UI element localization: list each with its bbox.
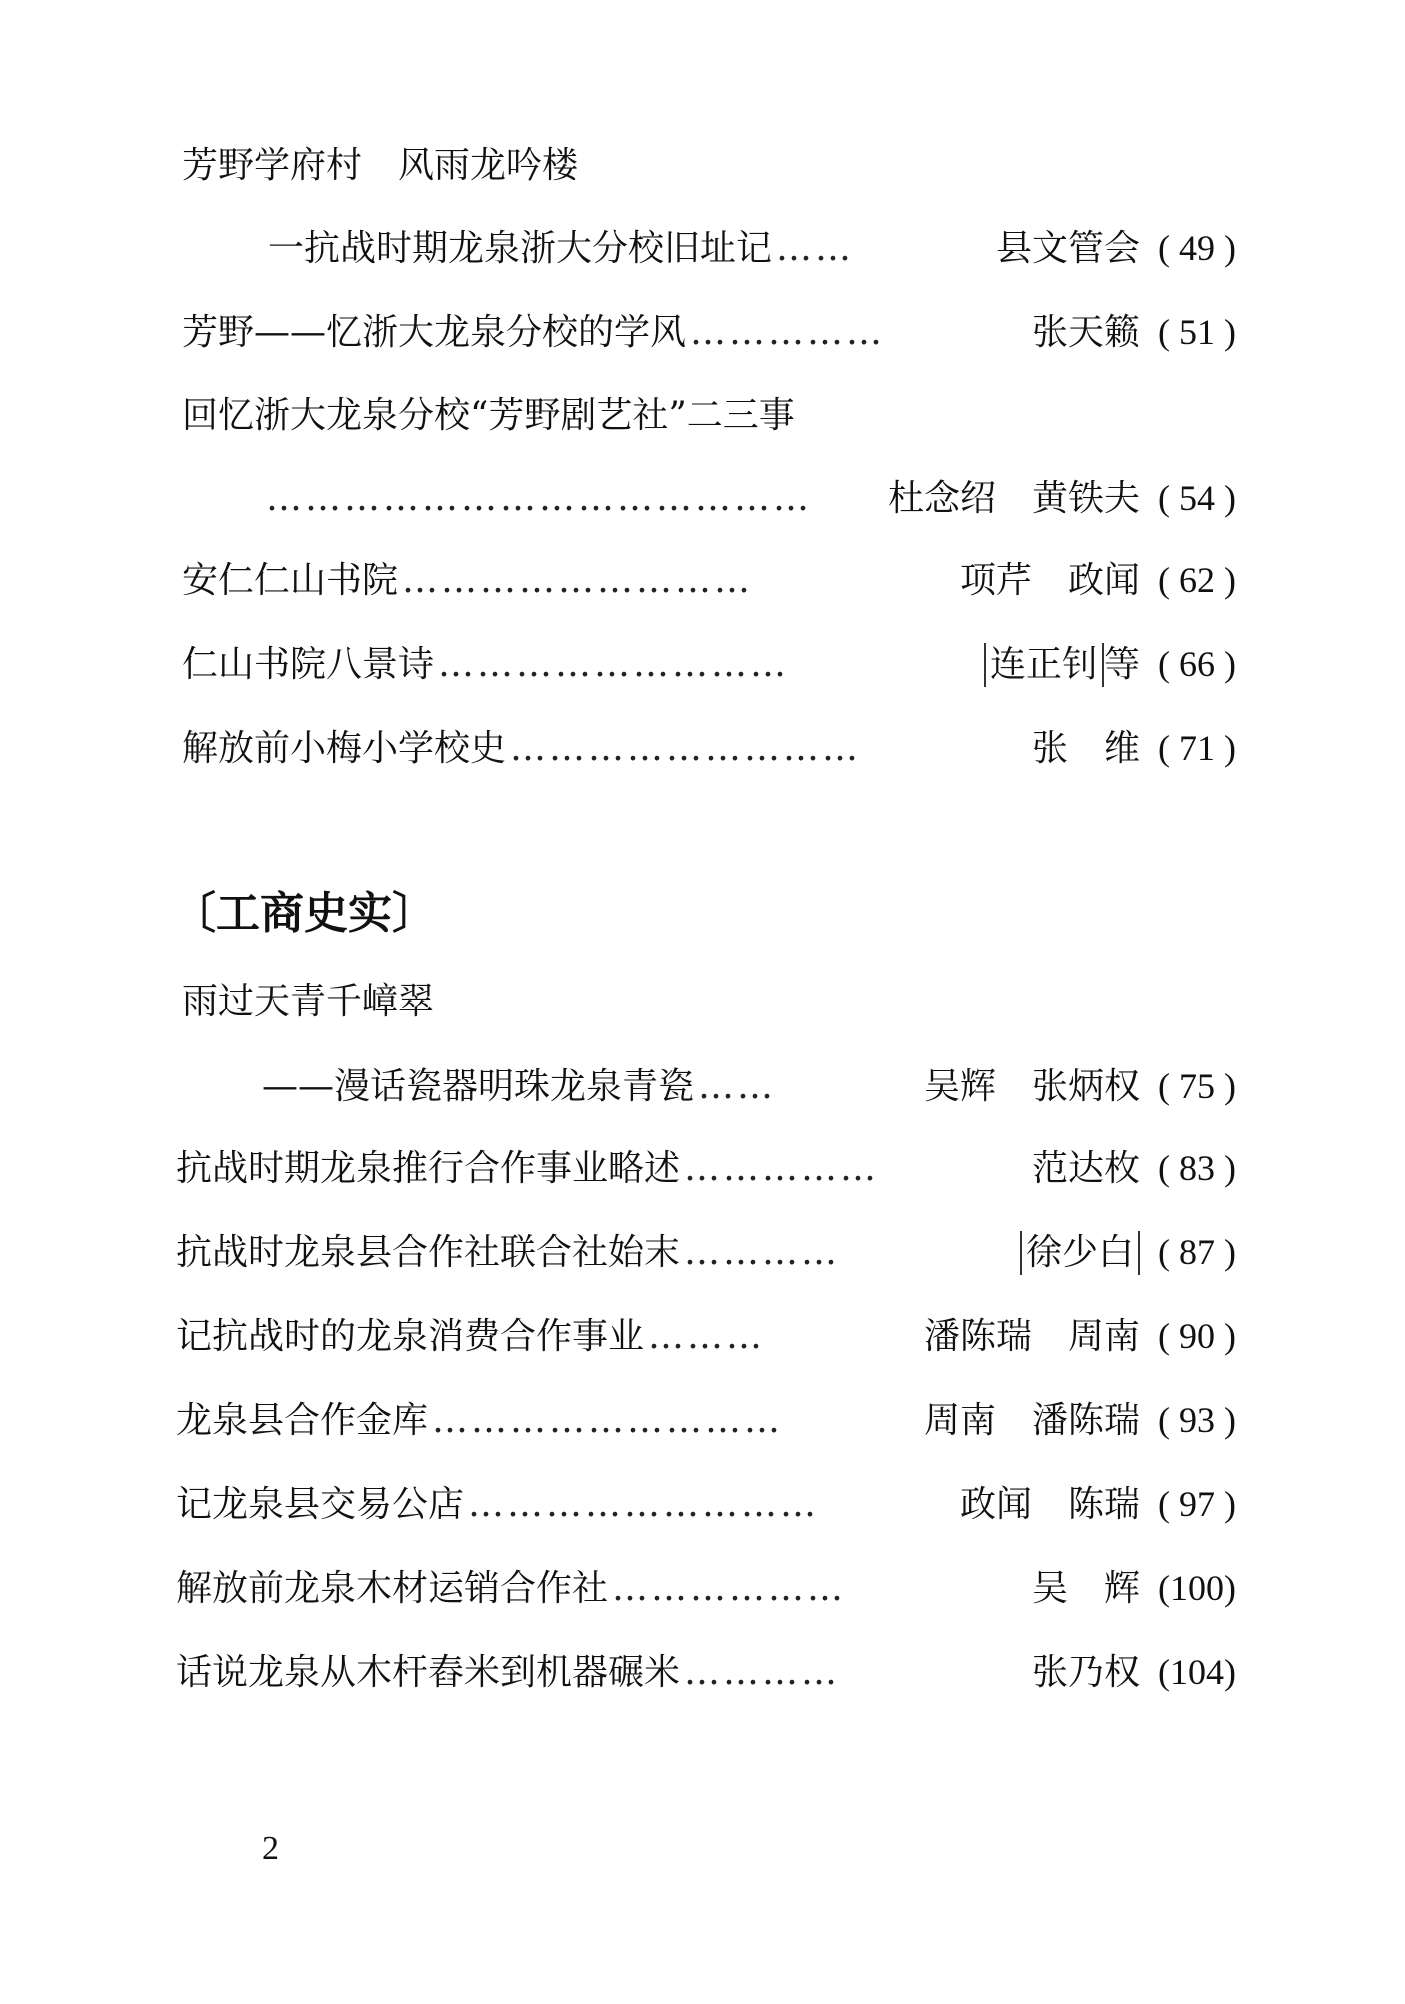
leader-dots: ……………………… (432, 1400, 784, 1441)
toc-entry-page: ( 51 ) (1158, 312, 1236, 352)
toc-entry-title: 记抗战时的龙泉消费合作事业 (176, 1316, 645, 1357)
toc-entry (182, 642, 1236, 687)
toc-entry-page: ( 87 ) (1158, 1232, 1236, 1272)
toc-entry (182, 310, 1236, 355)
toc-entry-page: ( 83 ) (1158, 1148, 1236, 1188)
toc-entry-title: 仁山书院八景诗 (182, 644, 435, 685)
toc-entry-author: 县文管会 (996, 228, 1141, 269)
leader-dots: ……………………… (402, 560, 754, 601)
leader-dots: ……………………… (468, 1484, 820, 1525)
toc-entry (176, 1314, 1236, 1359)
leader-dots: ………… (684, 1232, 841, 1273)
leader-dots: ……………… (612, 1568, 847, 1609)
toc-entry (182, 726, 1236, 771)
toc-entry-page: ( 75 ) (1158, 1066, 1236, 1106)
toc-entry-author: 张 维 (1032, 728, 1141, 769)
leader-dots: ……………………… (510, 728, 862, 769)
leader-dots: ……… (648, 1316, 766, 1357)
toc-entry-author-suffix: 等 (1104, 644, 1141, 685)
toc-entry-page: ( 90 ) (1158, 1316, 1236, 1356)
toc-entry (176, 1398, 1236, 1443)
page-number: 2 (262, 1830, 279, 1867)
toc-entry-title: 一抗战时期龙泉浙大分校旧址记 (268, 228, 773, 269)
toc-entry-author-boxed: 徐少白 (1020, 1231, 1140, 1275)
leader-dots: …………… (690, 312, 886, 353)
toc-entry-page: ( 62 ) (1158, 560, 1236, 600)
toc-entry-author: 张乃权 (1032, 1652, 1141, 1693)
leader-dots: ………… (684, 1652, 841, 1693)
toc-entry-author: 杜念绍 黄铁夫 (888, 478, 1141, 519)
toc-entry (176, 1650, 1236, 1695)
leader-dots: …………… (684, 1148, 880, 1189)
toc-entry-author: 潘陈瑞 周南 (924, 1316, 1141, 1357)
toc-entry-author: 吴辉 张炳权 (924, 1066, 1141, 1107)
toc-entry (176, 1146, 1236, 1191)
leader-dots: ……………………… (438, 644, 790, 685)
toc-entry-page: (104) (1158, 1652, 1236, 1692)
toc-entry (182, 558, 1236, 603)
toc-entry-title: 解放前小梅小学校史 (182, 728, 507, 769)
toc-entry (176, 1230, 1236, 1275)
toc-entry-title: 抗战时龙泉县合作社联合社始末 (176, 1232, 681, 1273)
toc-entry-author: 吴 辉 (1032, 1568, 1141, 1609)
toc-entry-author: 项芹 政闻 (960, 560, 1141, 601)
leader-dots: …… (698, 1066, 777, 1107)
toc-entry-page: ( 71 ) (1158, 728, 1236, 768)
toc-entry-title: 芳野——忆浙大龙泉分校的学风 (182, 312, 687, 353)
toc-entry-author: 张天籁 (1032, 312, 1141, 353)
toc-entry (262, 1064, 1236, 1109)
toc-entry (176, 1566, 1236, 1611)
toc-entry (176, 1482, 1236, 1527)
toc-entry (262, 476, 1236, 521)
toc-entry-author-boxed: 连正钊 (984, 643, 1104, 687)
leader-dots: …… (776, 228, 855, 269)
toc-entry (268, 226, 1236, 271)
toc-entry-page: ( 93 ) (1158, 1400, 1236, 1440)
toc-entry-page: (100) (1158, 1568, 1236, 1608)
toc-entry-title: 解放前龙泉木材运销合作社 (176, 1568, 609, 1609)
section-heading: 〔工商史实〕 (172, 888, 436, 939)
toc-entry-title: ——漫话瓷器明珠龙泉青瓷 (262, 1066, 695, 1107)
toc-entry-page: ( 49 ) (1158, 228, 1236, 268)
toc-entry-author: 范达枚 (1032, 1148, 1141, 1189)
toc-entry-title: 龙泉县合作金库 (176, 1400, 429, 1441)
toc-entry-title: 记龙泉县交易公店 (176, 1484, 465, 1525)
toc-entry-author: 周南 潘陈瑞 (924, 1400, 1141, 1441)
toc-entry-title-line: 回忆浙大龙泉分校“芳野剧艺社”二三事 (182, 395, 795, 436)
toc-entry-title: 话说龙泉从木杆舂米到机器碾米 (176, 1652, 681, 1693)
toc-entry-title-line: 芳野学府村 风雨龙吟楼 (182, 145, 579, 186)
leader-dots: …………………………………… (266, 478, 812, 519)
toc-entry-page: ( 66 ) (1158, 644, 1236, 684)
toc-entry-author: 政闻 陈瑞 (960, 1484, 1141, 1525)
toc-entry-title-line: 雨过天青千嶂翠 (182, 981, 435, 1022)
toc-entry-title: 抗战时期龙泉推行合作事业略述 (176, 1148, 681, 1189)
toc-entry-page: ( 54 ) (1158, 478, 1236, 518)
toc-entry-page: ( 97 ) (1158, 1484, 1236, 1524)
toc-entry-title: 安仁仁山书院 (182, 560, 399, 601)
